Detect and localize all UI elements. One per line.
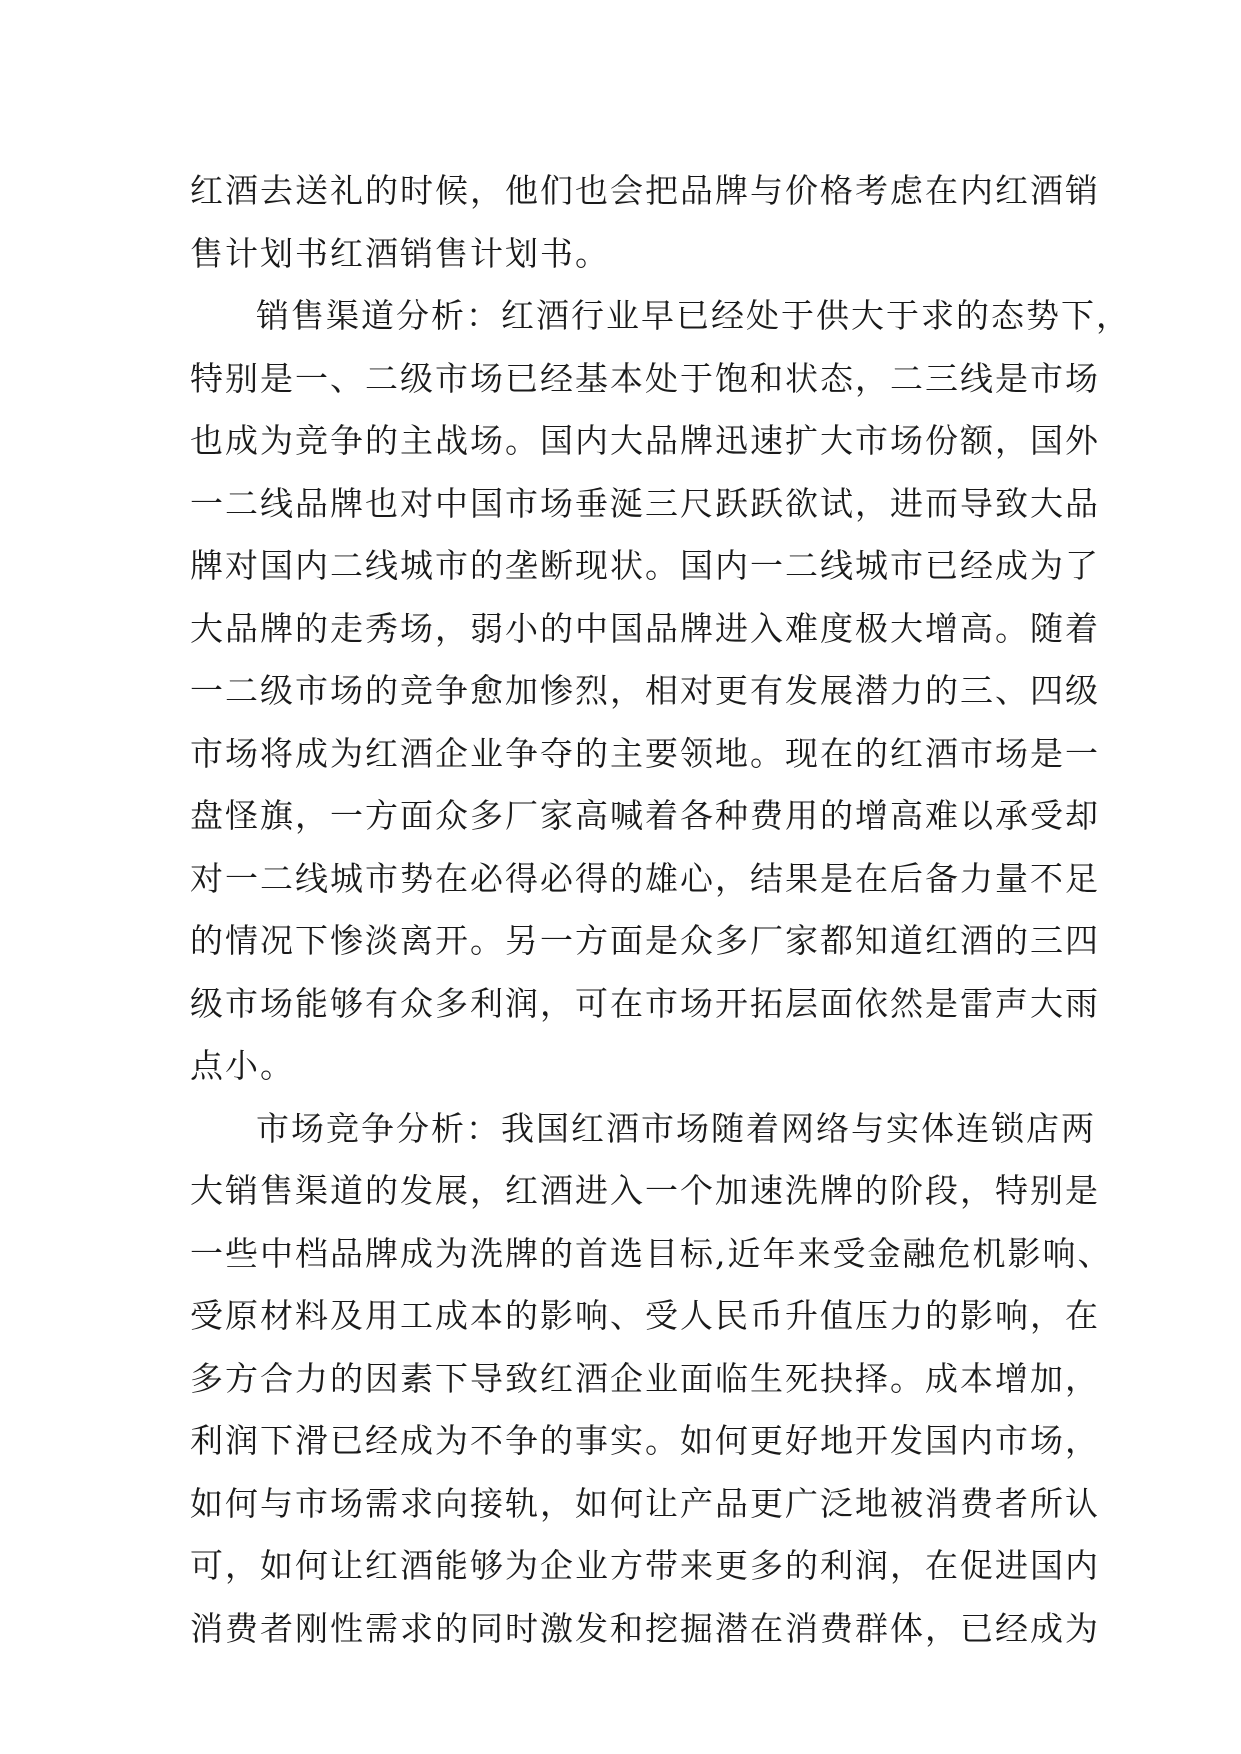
paragraph-line: 一些中档品牌成为洗牌的首选目标,近年来受金融危机影响、	[190, 1233, 1113, 1273]
paragraph-line: 盘怪旗，一方面众多厂家高喊着各种费用的增高难以承受却	[190, 796, 1100, 835]
paragraph-line: 一二线品牌也对中国市场垂涎三尺跃跃欲试，进而导致大品	[190, 483, 1100, 523]
paragraph-line: 利润下滑已经成为不争的事实。如何更好地开发国内市场，	[190, 1421, 1100, 1460]
paragraph-line: 特别是一、二级市场已经基本处于饱和状态，二三线是市场	[190, 358, 1100, 398]
paragraph-line: 大品牌的走秀场，弱小的中国品牌进入难度极大增高。随着	[190, 608, 1100, 648]
paragraph-line: 消费者刚性需求的同时激发和挖掘潜在消费群体，已经成为	[190, 1608, 1100, 1648]
paragraph-line: 多方合力的因素下导致红酒企业面临生死抉择。成本增加，	[190, 1358, 1100, 1398]
body-text	[190, 160, 1131, 1660]
paragraph-line: 售计划书红酒销售计划书。	[190, 233, 610, 273]
paragraph-line: 的情况下惨淡离开。另一方面是众多厂家都知道红酒的三四	[190, 921, 1100, 960]
paragraph-line: 市场竞争分析：我国红酒市场随着网络与实体连锁店两	[256, 1108, 1096, 1148]
paragraph-line: 对一二线城市势在必得必得的雄心，结果是在后备力量不足	[190, 858, 1100, 898]
paragraph-line: 级市场能够有众多利润，可在市场开拓层面依然是雷声大雨	[190, 983, 1100, 1023]
paragraph-line: 销售渠道分析：红酒行业早已经处于供大于求的态势下，	[256, 296, 1131, 335]
paragraph-line: 市场将成为红酒企业争夺的主要领地。现在的红酒市场是一	[190, 733, 1100, 773]
paragraph-line: 点小。	[190, 1046, 295, 1085]
paragraph-line: 可，如何让红酒能够为企业方带来更多的利润，在促进国内	[190, 1546, 1100, 1585]
paragraph-line: 大销售渠道的发展，红酒进入一个加速洗牌的阶段，特别是	[190, 1171, 1100, 1210]
paragraph-line: 红酒去送礼的时候，他们也会把品牌与价格考虑在内红酒销	[190, 171, 1100, 210]
paragraph-line: 也成为竞争的主战场。国内大品牌迅速扩大市场份额，国外	[190, 421, 1100, 460]
paragraph-line: 如何与市场需求向接轨，如何让产品更广泛地被消费者所认	[190, 1483, 1100, 1523]
paragraph-line: 受原材料及用工成本的影响、受人民币升值压力的影响，在	[190, 1296, 1100, 1335]
paragraph-line: 一二级市场的竞争愈加惨烈，相对更有发展潜力的三、四级	[190, 671, 1100, 710]
paragraph-line: 牌对国内二线城市的垄断现状。国内一二线城市已经成为了	[190, 546, 1100, 585]
